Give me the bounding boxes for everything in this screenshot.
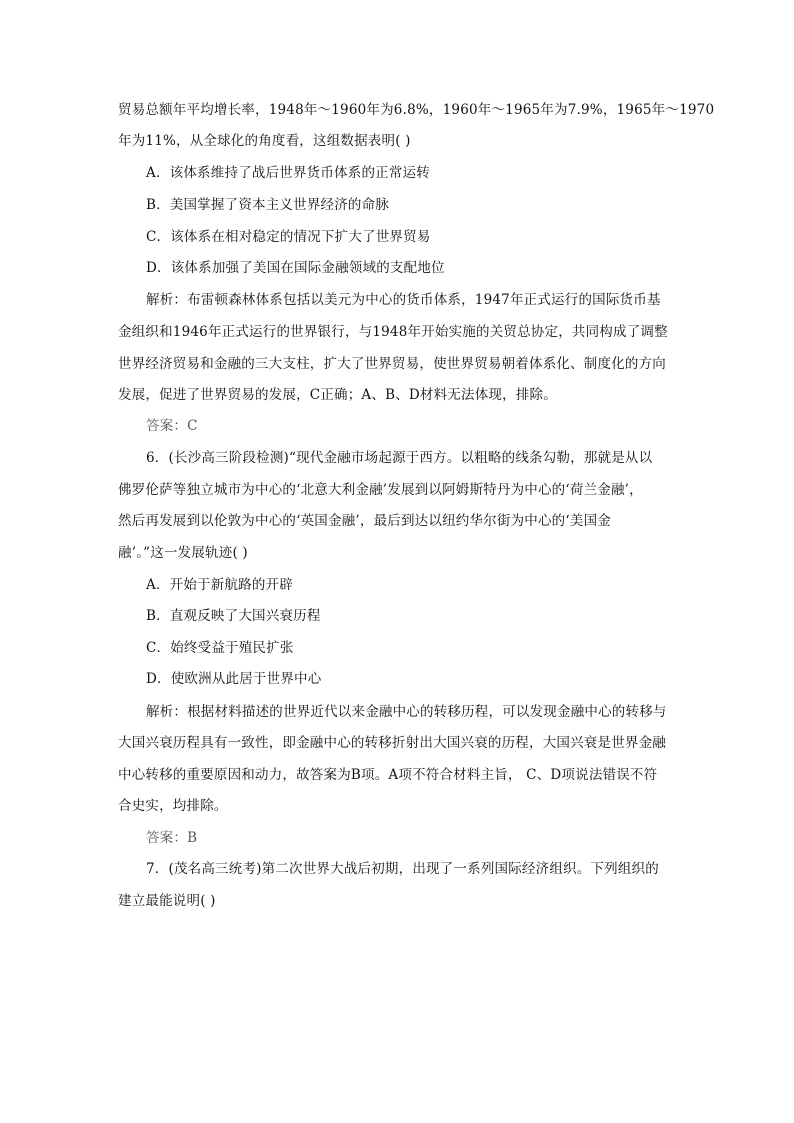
q5-stem-line-1: 贸易总额年平均增长率，1948年～1960年为6.8%，1960年～1965年为7.9%，1965年～1970: [118, 102, 715, 118]
q6-stem-line-4: 融’。”这一发展轨迹( ): [118, 545, 248, 561]
q6-option-c: C．始终受益于殖民扩张: [146, 640, 294, 656]
q5-option-b: B．美国掌握了资本主义世界经济的命脉: [146, 197, 390, 213]
q6-stem-line-1: 6．(长沙高三阶段检测)“现代金融市场起源于西方。以粗略的线条勾勒，那就是从以: [146, 450, 653, 466]
q6-option-b: B．直观反映了大国兴衰历程: [146, 608, 321, 624]
q6-analysis-line-4: 合史实，均排除。: [118, 798, 228, 814]
q6-analysis-line-1: 解析：根据材料描述的世界近代以来金融中心的转移历程，可以发现金融中心的转移与: [146, 704, 667, 720]
q6-answer: 答案：B: [146, 830, 198, 846]
q7-stem-line-1: 7．(茂名高三统考)第二次世界大战后初期，出现了一系列国际经济组织。下列组织的: [146, 861, 659, 877]
q6-analysis-line-3: 中心转移的重要原因和动力，故答案为B项。A项不符合材料主旨， C、D项说法错误不符: [118, 767, 658, 783]
q7-stem-line-2: 建立最能说明( ): [118, 893, 216, 909]
q5-analysis-line-4: 发展，促进了世界贸易的发展，C正确；A、B、D材料无法体现，排除。: [118, 387, 557, 403]
q6-stem-line-3: 然后再发展到以伦敦为中心的‘英国金融’，最后到达以纽约华尔街为中心的‘美国金: [118, 513, 611, 529]
q6-option-a: A．开始于新航路的开辟: [146, 577, 293, 593]
q5-analysis-line-3: 世界经济贸易和金融的三大支柱，扩大了世界贸易，使世界贸易朝着体系化、制度化的方向: [118, 356, 666, 372]
q5-option-a: A．该体系维持了战后世界货币体系的正常运转: [146, 165, 430, 181]
q6-option-d: D．使欧洲从此居于世界中心: [146, 671, 322, 687]
q5-option-c: C．该体系在相对稳定的情况下扩大了世界贸易: [146, 229, 431, 245]
q5-answer: 答案：C: [146, 418, 198, 434]
q5-analysis-line-1: 解析：布雷顿森林体系包括以美元为中心的货币体系，1947年正式运行的国际货币基: [146, 292, 661, 308]
q6-stem-line-2: 佛罗伦萨等独立城市为中心的‘北意大利金融’发展到以阿姆斯特丹为中心的‘荷兰金融’，: [118, 482, 643, 498]
q5-option-d: D．该体系加强了美国在国际金融领域的支配地位: [146, 260, 445, 276]
q5-stem-line-2: 年为11%，从全球化的角度看，这组数据表明( ): [118, 133, 411, 149]
q6-analysis-line-2: 大国兴衰历程具有一致性，即金融中心的转移折射出大国兴衰的历程，大国兴衰是世界金融: [118, 735, 666, 751]
q5-analysis-line-2: 金组织和1946年正式运行的世界银行，与1948年开始实施的关贸总协定，共同构成了调整: [118, 324, 668, 340]
